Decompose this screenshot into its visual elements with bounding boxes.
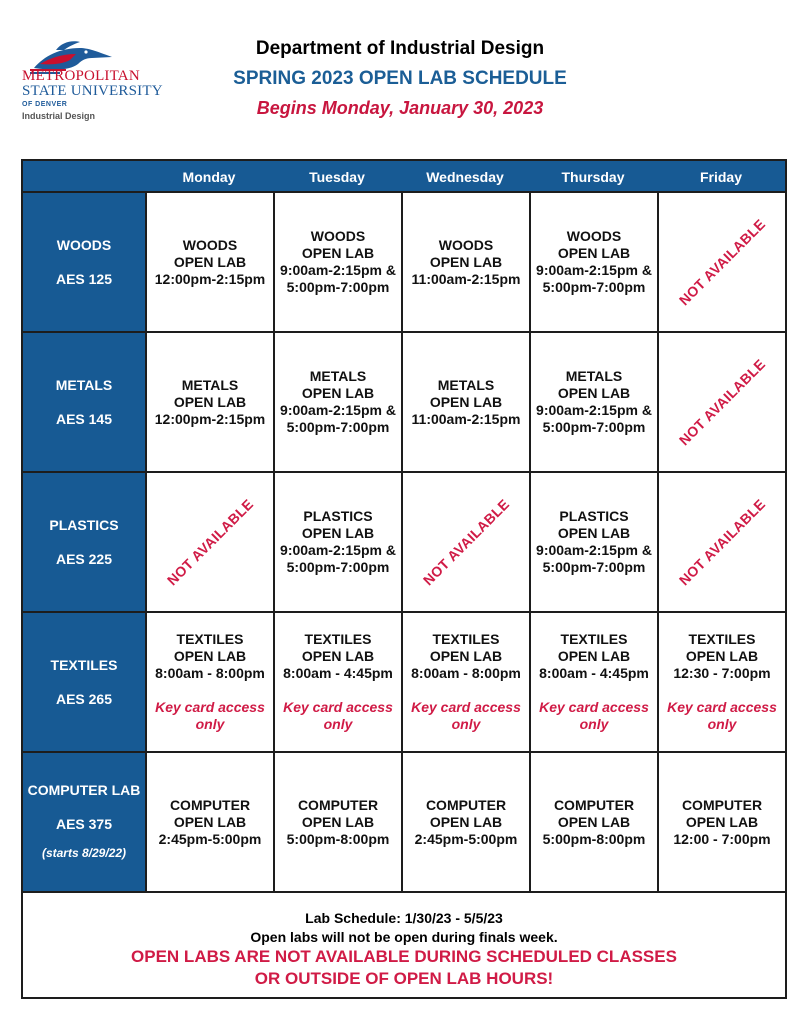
schedule-cell-metals-tuesday	[273, 333, 401, 473]
row-note: (starts 8/29/22)	[41, 846, 127, 860]
cell-line: OPEN LAB	[429, 813, 503, 830]
row-header-computer-lab	[23, 753, 145, 893]
key-card-note	[411, 699, 521, 733]
cell-line: PLASTICS	[559, 508, 629, 524]
footer-warning-line-1: OPEN LABS ARE NOT AVAILABLE DURING SCHEDULED CLASSES	[131, 947, 677, 966]
schedule-cell-computer-lab-tuesday	[273, 753, 401, 893]
cell-line: OPEN LAB	[301, 245, 375, 261]
schedule-cell-textiles-tuesday	[273, 613, 401, 753]
column-header-wednesday: Wednesday	[426, 168, 504, 185]
cell-line: 9:00am-2:15pm &	[280, 542, 396, 558]
cell-line: 5:00pm-8:00pm	[542, 830, 646, 847]
logo-line-industrial-design: Industrial Design	[22, 111, 96, 121]
cell-line: 8:00am - 8:00pm	[411, 665, 521, 681]
schedule-cell-metals-monday	[145, 333, 273, 473]
cell-line: TEXTILES	[304, 631, 372, 647]
cell-line: OPEN LAB	[557, 245, 631, 261]
row-lab-name: TEXTILES	[50, 656, 118, 673]
key-card-note	[539, 699, 649, 733]
schedule-cell-textiles-monday	[145, 613, 273, 753]
cell-line: OPEN LAB	[429, 393, 503, 410]
cell-line: 9:00am-2:15pm &	[280, 262, 396, 278]
cell-line: 11:00am-2:15pm	[411, 270, 521, 287]
column-header-tuesday: Tuesday	[309, 168, 365, 185]
cell-line: METALS	[565, 368, 623, 384]
cell-line: 9:00am-2:15pm &	[536, 402, 652, 418]
key-card-note	[155, 699, 265, 733]
column-header-thursday: Thursday	[561, 168, 625, 185]
cell-line: OPEN LAB	[557, 648, 631, 664]
cell-line: OPEN LAB	[301, 813, 375, 830]
schedule-cell-metals-thursday	[529, 333, 657, 473]
cell-line: OPEN LAB	[173, 813, 247, 830]
cell-line: METALS	[309, 368, 367, 384]
cell-line: OPEN LAB	[173, 648, 247, 664]
not-available-label: NOT AVAILABLE	[675, 215, 768, 308]
cell-line: 11:00am-2:15pm	[411, 410, 521, 427]
row-header-woods	[23, 193, 145, 333]
key-card-line: only	[451, 716, 481, 732]
cell-line: 5:00pm-7:00pm	[286, 419, 390, 435]
key-card-line: only	[195, 716, 225, 732]
cell-line: 5:00pm-8:00pm	[286, 830, 390, 847]
schedule-cell-metals-wednesday	[401, 333, 529, 473]
cell-line: 12:30 - 7:00pm	[673, 665, 771, 681]
schedule-table	[21, 159, 787, 999]
schedule-cell-plastics-tuesday	[273, 473, 401, 613]
cell-line: 8:00am - 8:00pm	[155, 665, 265, 681]
cell-line: TEXTILES	[688, 631, 756, 647]
cell-line: 12:00 - 7:00pm	[673, 830, 771, 847]
cell-line: OPEN LAB	[429, 648, 503, 664]
logo-line-metropolitan: METROPOLITAN	[22, 68, 140, 84]
row-header-plastics	[23, 473, 145, 613]
row-room: AES 145	[55, 410, 113, 427]
schedule-cell-computer-lab-wednesday	[401, 753, 529, 893]
schedule-cell-textiles-wednesday	[401, 613, 529, 753]
cell-line: COMPUTER	[553, 796, 635, 813]
schedule-cell-metals-friday	[657, 333, 785, 473]
row-room: AES 265	[55, 690, 113, 707]
column-header-friday: Friday	[699, 168, 742, 185]
schedule-cell-woods-tuesday	[273, 193, 401, 333]
cell-line: 8:00am - 4:45pm	[539, 665, 649, 681]
cell-line: COMPUTER	[297, 796, 379, 813]
schedule-cell-textiles-thursday	[529, 613, 657, 753]
logo-line-state-university: STATE UNIVERSITY	[22, 83, 163, 99]
cell-line: OPEN LAB	[301, 385, 375, 401]
cell-line: 5:00pm-7:00pm	[542, 419, 646, 435]
row-header-textiles	[23, 613, 145, 753]
row-lab-name: PLASTICS	[49, 516, 119, 533]
footer-finals-note: Open labs will not be open during finals week.	[250, 929, 558, 945]
footer-schedule-dates: Lab Schedule: 1/30/23 - 5/5/23	[305, 910, 503, 926]
cell-line: OPEN LAB	[557, 525, 631, 541]
cell-line: 2:45pm-5:00pm	[414, 830, 518, 847]
column-header-monday: Monday	[182, 168, 236, 185]
cell-line: OPEN LAB	[685, 648, 759, 664]
cell-line: 9:00am-2:15pm &	[280, 402, 396, 418]
not-available-label: NOT AVAILABLE	[675, 355, 768, 448]
cell-line: OPEN LAB	[429, 253, 503, 270]
not-available-label: NOT AVAILABLE	[675, 495, 768, 588]
not-available-label: NOT AVAILABLE	[163, 495, 256, 588]
cell-line: WOODS	[310, 228, 366, 244]
cell-line: WOODS	[566, 228, 622, 244]
cell-line: TEXTILES	[176, 631, 244, 647]
logo-line-of-denver: OF DENVER	[22, 101, 68, 108]
row-lab-name: METALS	[55, 376, 113, 393]
row-room: AES 375	[55, 816, 113, 832]
row-lab-name: COMPUTER LAB	[27, 782, 141, 798]
cell-line: 8:00am - 4:45pm	[283, 665, 393, 681]
key-card-line: Key card access	[411, 699, 521, 715]
cell-line: METALS	[181, 376, 239, 393]
cell-line: COMPUTER	[425, 796, 507, 813]
key-card-note	[667, 699, 777, 733]
table-footer	[23, 897, 785, 997]
row-room: AES 125	[55, 270, 113, 287]
key-card-line: Key card access	[283, 699, 393, 715]
schedule-cell-woods-wednesday	[401, 193, 529, 333]
schedule-cell-computer-lab-monday	[145, 753, 273, 893]
msu-logo	[22, 38, 182, 128]
schedule-cell-plastics-monday	[145, 473, 273, 613]
cell-line: PLASTICS	[303, 508, 373, 524]
schedule-title: SPRING 2023 OPEN LAB SCHEDULE	[233, 68, 567, 89]
begins-date: Begins Monday, January 30, 2023	[256, 98, 544, 118]
cell-line: OPEN LAB	[685, 813, 759, 830]
cell-line: WOODS	[438, 236, 494, 253]
cell-line: TEXTILES	[560, 631, 628, 647]
department-title: Department of Industrial Design	[255, 38, 545, 59]
schedule-cell-computer-lab-friday	[657, 753, 785, 893]
row-header-metals	[23, 333, 145, 473]
key-card-line: only	[323, 716, 353, 732]
schedule-cell-computer-lab-thursday	[529, 753, 657, 893]
cell-line: METALS	[437, 376, 495, 393]
schedule-cell-woods-thursday	[529, 193, 657, 333]
key-card-line: only	[579, 716, 609, 732]
cell-line: OPEN LAB	[173, 393, 247, 410]
cell-line: 12:00pm-2:15pm	[154, 270, 266, 287]
cell-line: COMPUTER	[681, 796, 763, 813]
key-card-line: Key card access	[539, 699, 649, 715]
cell-line: 5:00pm-7:00pm	[286, 279, 390, 295]
cell-line: 5:00pm-7:00pm	[542, 279, 646, 295]
schedule-cell-plastics-wednesday	[401, 473, 529, 613]
key-card-line: Key card access	[155, 699, 265, 715]
cell-line: 5:00pm-7:00pm	[286, 559, 390, 575]
cell-line: 2:45pm-5:00pm	[158, 830, 262, 847]
row-room: AES 225	[55, 550, 113, 567]
schedule-cell-textiles-friday	[657, 613, 785, 753]
key-card-line: Key card access	[667, 699, 777, 715]
row-lab-name: WOODS	[56, 236, 112, 253]
key-card-line: only	[707, 716, 737, 732]
cell-line: OPEN LAB	[173, 253, 247, 270]
cell-line: 12:00pm-2:15pm	[154, 410, 266, 427]
cell-line: OPEN LAB	[557, 813, 631, 830]
footer-warning-line-2: OR OUTSIDE OF OPEN LAB HOURS!	[254, 969, 554, 988]
schedule-cell-woods-monday	[145, 193, 273, 333]
cell-line: COMPUTER	[169, 796, 251, 813]
schedule-cell-woods-friday	[657, 193, 785, 333]
not-available-label: NOT AVAILABLE	[419, 495, 512, 588]
cell-line: 5:00pm-7:00pm	[542, 559, 646, 575]
schedule-cell-plastics-friday	[657, 473, 785, 613]
cell-line: OPEN LAB	[557, 385, 631, 401]
cell-line: OPEN LAB	[301, 648, 375, 664]
key-card-note	[283, 699, 393, 733]
schedule-cell-plastics-thursday	[529, 473, 657, 613]
cell-line: OPEN LAB	[301, 525, 375, 541]
cell-line: 9:00am-2:15pm &	[536, 262, 652, 278]
cell-line: TEXTILES	[432, 631, 500, 647]
cell-line: WOODS	[182, 236, 238, 253]
cell-line: 9:00am-2:15pm &	[536, 542, 652, 558]
